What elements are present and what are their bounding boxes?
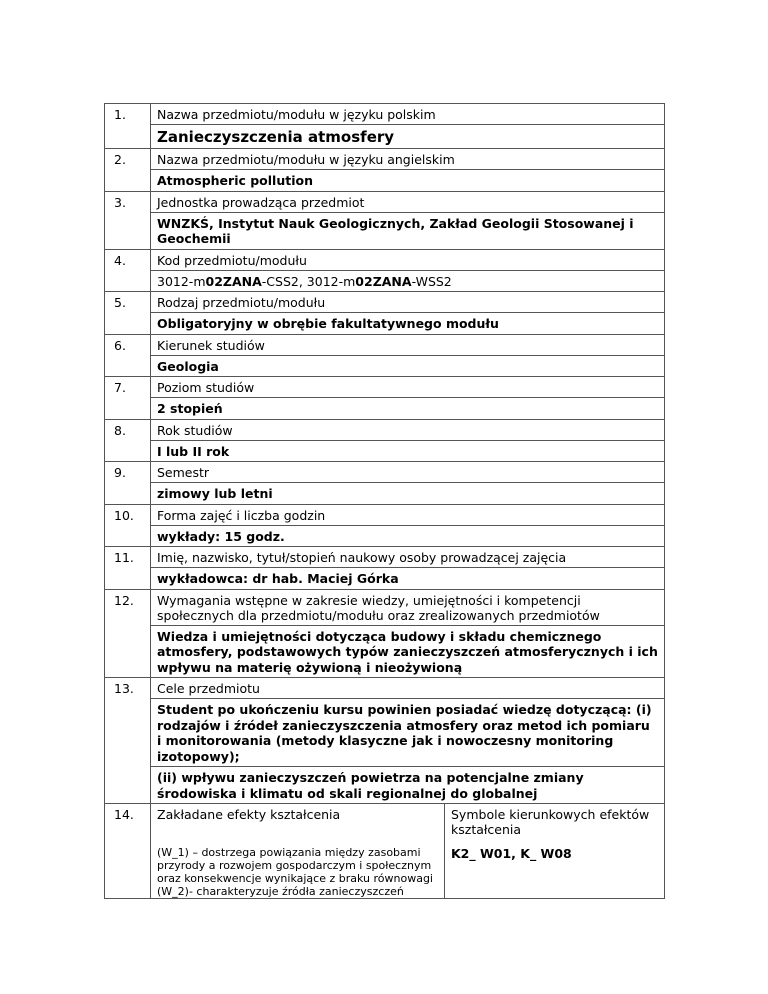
row-number: 14. (105, 804, 151, 899)
table-row (105, 104, 665, 149)
table-row (105, 504, 665, 547)
row-number: 12. (105, 589, 151, 678)
row-number: 10. (105, 504, 151, 547)
field-label: Rok studiów (157, 422, 233, 438)
table-row (105, 547, 665, 590)
field-label: Wymagania wstępne w zakresie wiedzy, umiejętności i kompetencji społecznych dla przedmiotu/modułu oraz zrealizowanych przedmiotów (157, 592, 600, 623)
field-value: wykłady: 15 godz. (151, 525, 664, 547)
table-row (105, 462, 665, 505)
row-number: 9. (105, 462, 151, 505)
row-number: 2. (105, 149, 151, 192)
field-value: wykładowca: dr hab. Maciej Górka (151, 567, 664, 589)
table-row (105, 678, 665, 804)
field-label: Kod przedmiotu/modułu (157, 252, 307, 268)
course-code-value: 3012-m02ZANA-CSS2, 3012-m02ZANA-WSS2 (151, 270, 664, 292)
row-number: 4. (105, 249, 151, 292)
table-row (105, 377, 665, 420)
row-number: 3. (105, 191, 151, 249)
row-number: 11. (105, 547, 151, 590)
table-row (105, 419, 665, 462)
field-value: WNZKŚ, Instytut Nauk Geologicznych, Zakład Geologii Stosowanej i Geochemii (151, 212, 664, 249)
field-label: Semestr (157, 465, 210, 480)
field-label: Kierunek studiów (157, 337, 265, 353)
field-label: Jednostka prowadząca przedmiot (157, 194, 365, 210)
field-value: Student po ukończeniu kursu powinien posiadać wiedzę dotyczącą: (i) rodzajów i źródeł zanieczyszczenia atmosfery oraz metod ich pomiaru i monitorowania (metody klasyczne jak i nowoczesny monitoring izotopowy); (151, 698, 664, 766)
field-value: zimowy lub letni (151, 482, 664, 504)
table-row (105, 589, 665, 678)
row-number: 8. (105, 419, 151, 462)
field-label: Zakładane efekty kształcenia (157, 807, 341, 822)
table-row (105, 334, 665, 377)
table-row (105, 149, 665, 192)
field-value-continued: (ii) wpływu zanieczyszczeń powietrza na potencjalne zmiany środowiska i klimatu od skali regionalnej do globalnej (151, 766, 664, 803)
field-value: Geologia (151, 355, 664, 377)
field-label: Forma zajęć i liczba godzin (157, 507, 326, 523)
course-syllabus-table (104, 103, 665, 899)
effect-symbols: K2_ W01, K_ W08 (451, 846, 572, 861)
table-row (105, 804, 665, 899)
field-label: Nazwa przedmiotu/modułu w języku angielskim (157, 152, 455, 167)
field-value: Obligatoryjny w obrębie fakultatywnego modułu (151, 312, 664, 334)
row-number: 7. (105, 377, 151, 420)
row-number: 6. (105, 334, 151, 377)
field-value: Atmospheric pollution (151, 169, 664, 191)
field-label: Imię, nazwisko, tytuł/stopień naukowy osoby prowadzącej zajęcia (157, 550, 567, 565)
table-row (105, 249, 665, 292)
row-number: 1. (105, 104, 151, 149)
table-row (105, 292, 665, 335)
field-value: Wiedza i umiejętności dotycząca budowy i składu chemicznego atmosfery, podstawowych typów zanieczyszczeń atmosferycznych i ich wpływu na materię ożywioną i nieożywioną (151, 625, 664, 678)
field-label: Cele przedmiotu (157, 681, 260, 696)
symbols-label: Symbole kierunkowych efektów kształcenia (451, 807, 650, 837)
field-label: Rodzaj przedmiotu/modułu (157, 295, 326, 310)
row-number: 5. (105, 292, 151, 335)
field-value: 2 stopień (151, 397, 664, 419)
row-number: 13. (105, 678, 151, 804)
field-value: I lub II rok (151, 440, 664, 462)
learning-effect-text: (W_1) – dostrzega powiązania między zasobami przyrody a rozwojem gospodarczym i społecznym oraz konsekwencje wynikające z braku równowagi (W_2)- charakteryzuje źródła zanieczyszczeń (157, 846, 433, 898)
table-row (105, 191, 665, 249)
field-label: Poziom studiów (157, 380, 255, 395)
field-value: Zanieczyszczenia atmosfery (151, 124, 664, 148)
field-label: Nazwa przedmiotu/modułu w języku polskim (157, 107, 436, 122)
